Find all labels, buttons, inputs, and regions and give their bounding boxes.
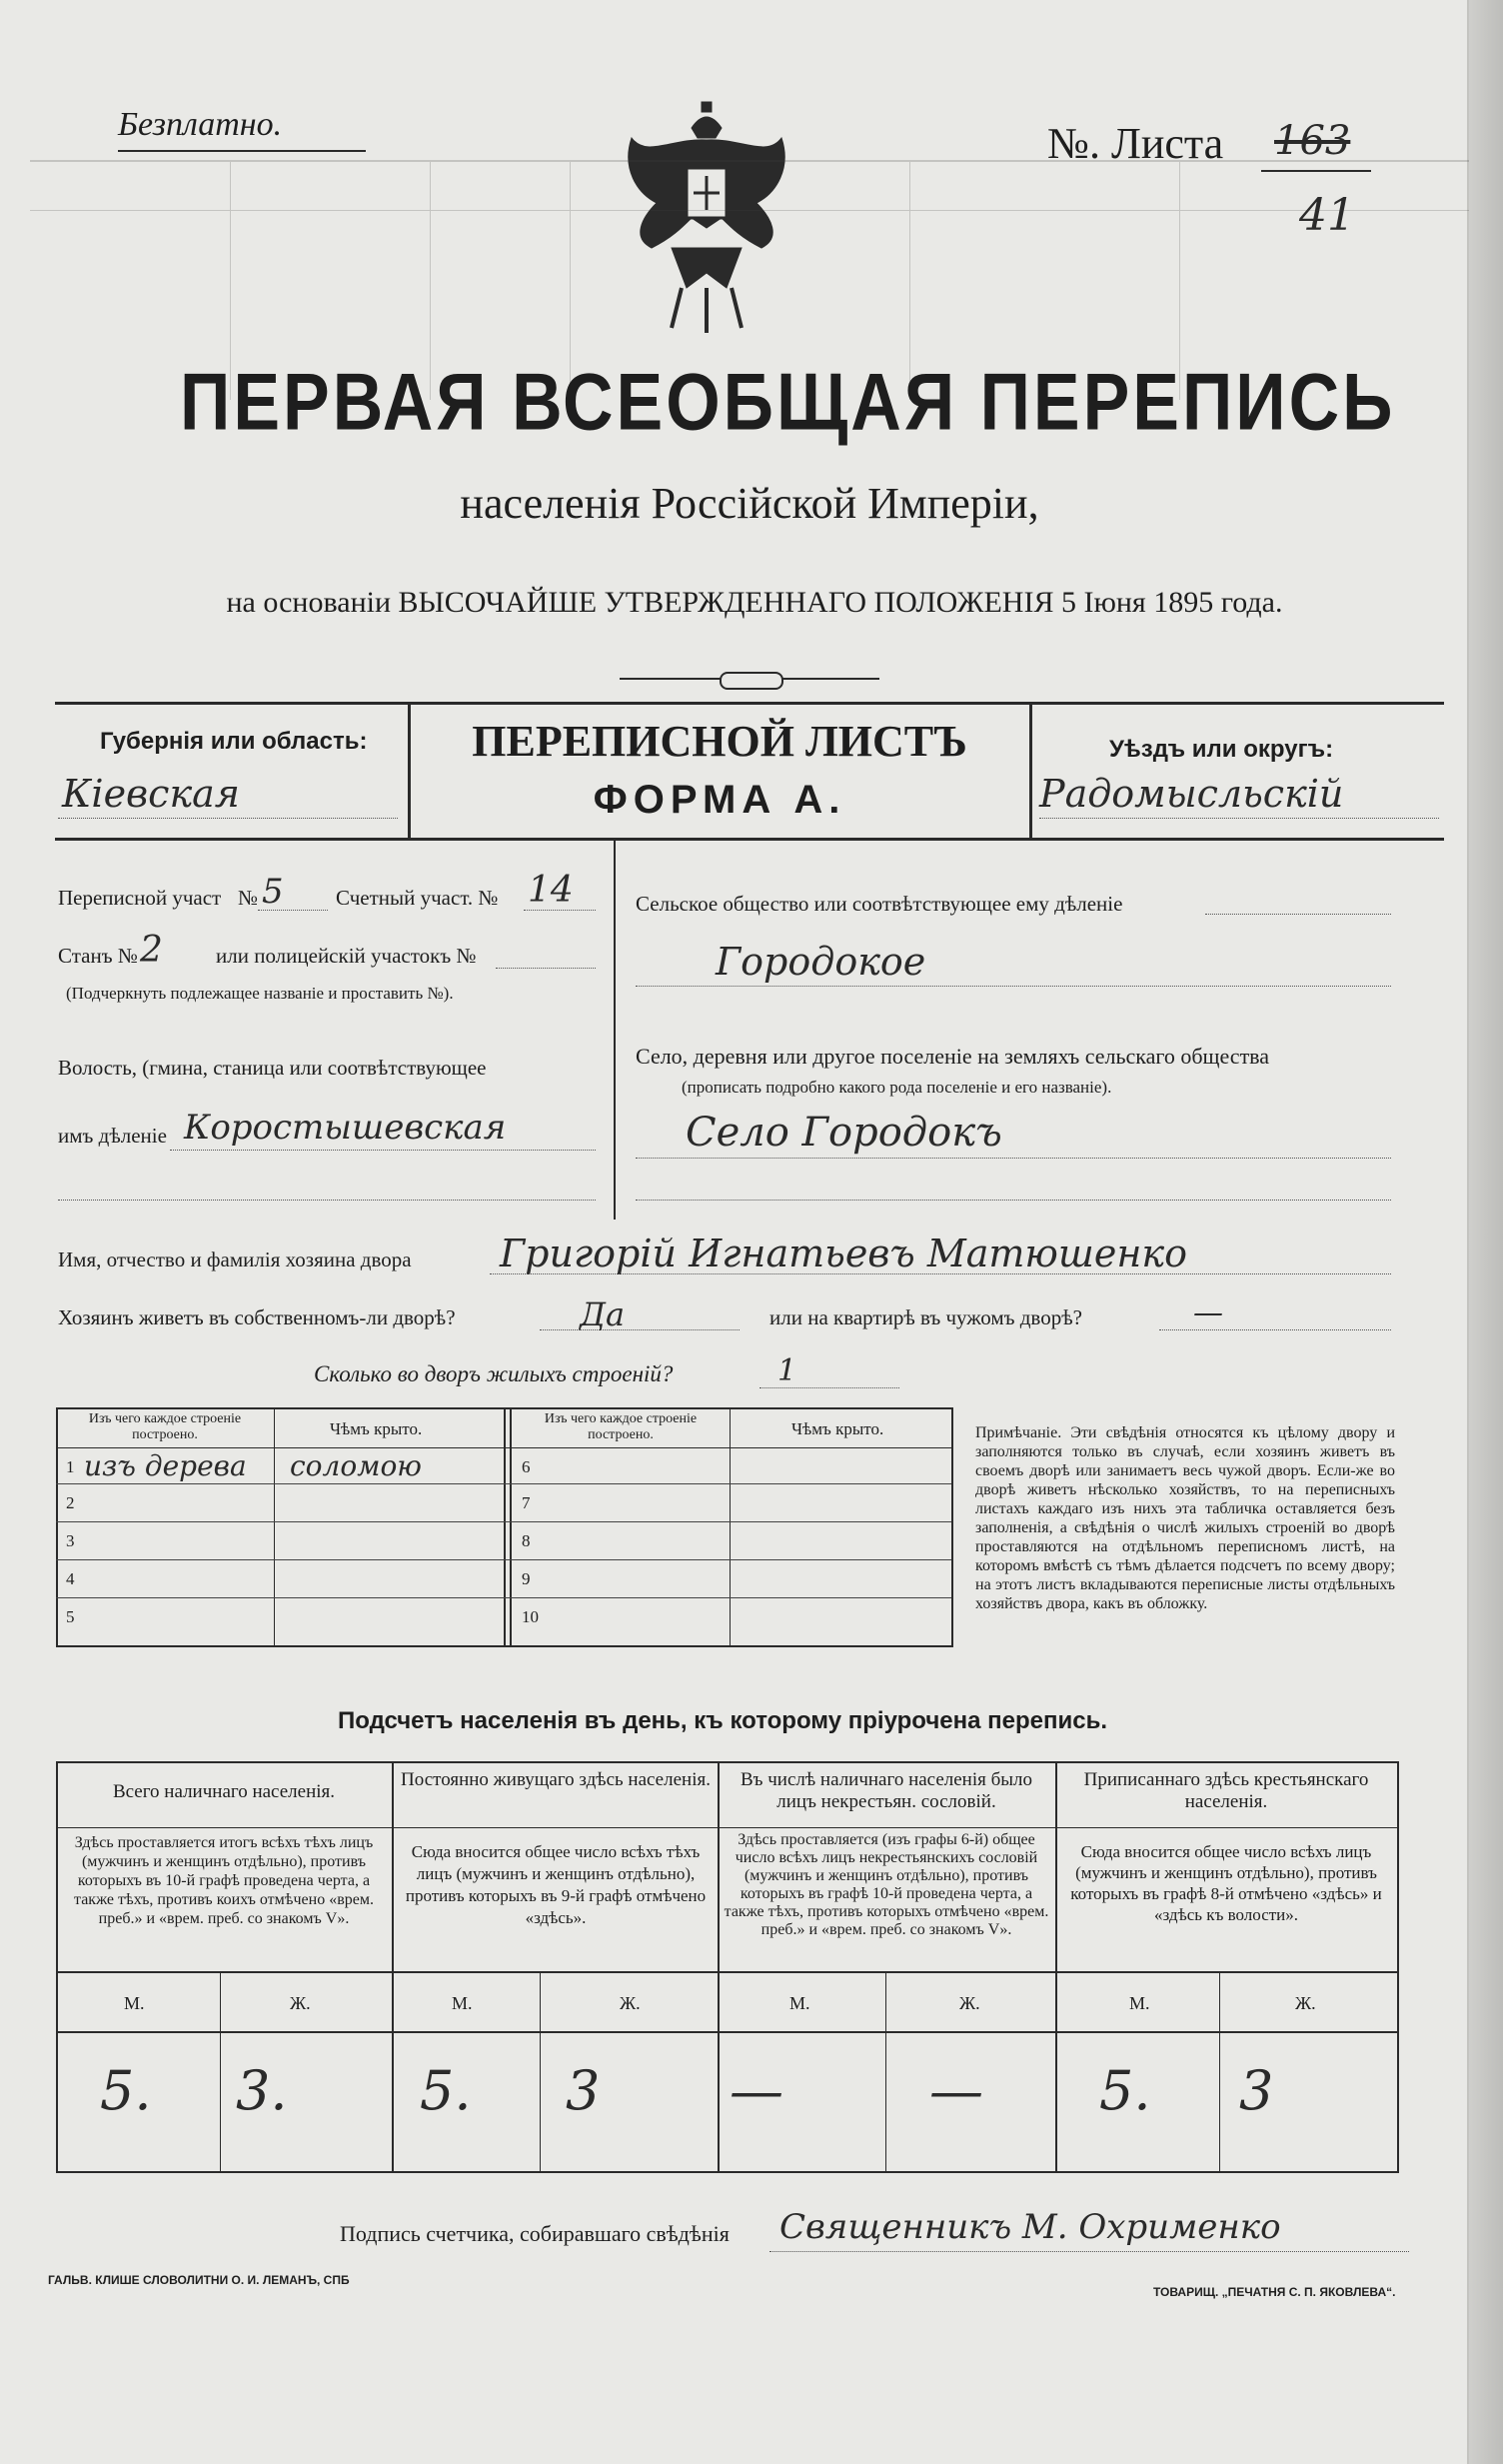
rented-value: — [1193,1295,1223,1330]
count-heading: Подсчетъ населенія въ день, къ которому пріурочена перепись. [338,1707,1107,1734]
row-number: 7 [522,1493,531,1512]
row-line-4 [56,1597,951,1598]
count-col-3-title: Въ числѣ наличнаго населенія было лицъ некрестьян. сословій. [740,1769,1033,1812]
row-line-2 [56,1521,951,1522]
signature-line [769,2251,1409,2252]
row-number: 3 [66,1531,75,1550]
printer-right: ТОВАРИЩ. „ПЕЧАТНЯ С. П. ЯКОВЛЕВА“. [1153,2285,1396,2299]
own-yard-value: Да [580,1295,626,1333]
row-number: 6 [522,1457,531,1476]
header-rule [56,1447,951,1448]
counting-area-value: 14 [528,870,574,911]
society-line-2 [636,986,1391,987]
sheet-number-label: №. Листа [1047,119,1224,168]
rented-label: или на квартирѣ въ чужомъ дворѣ? [769,1305,1082,1329]
signature-value: Священникъ М. Охрименко [779,2207,1281,2247]
count-col-2 [718,1761,720,2173]
row-1-roof: соломою [290,1449,422,1482]
count-1-f: 3. [236,2059,288,2122]
row-number: 10 [522,1607,539,1626]
row-line-1 [56,1483,951,1484]
count-col-2-desc: Сюда вносится общее число всѣхъ тѣхъ лицъ (мужчинъ и женщинъ отдѣльно), противъ которыхъ въ 9-й графѣ отмѣчено «здѣсь». [405,1842,707,1927]
count-col-3-desc: Здѣсь проставляется (изъ графы 6-й) общее число всѣхъ лицъ некрестьянскихъ сословій (мужчинъ и женщинъ отдѣльно), противъ которыхъ въ графѣ 10-й проведена черта, а также тѣхъ, противъ которыхъ отмѣчено «врем. преб.» и «врем. преб. со знакомъ V». [724,1831,1049,1938]
count-title-rule [56,1827,1397,1828]
volost-label-1: Волость, (гмина, станица или соотвѣтствующее [58,1056,487,1080]
left-material-header: Изъ чего каждое строеніе построено. [88,1411,242,1442]
count-mf-div-3 [885,1973,886,2171]
census-area-no: № [238,886,259,910]
m-label: М. [124,1993,145,2013]
m-label: М. [789,1993,810,2013]
village-line-2 [636,1200,1391,1201]
page-edge [1467,0,1503,2464]
buildings-label: Сколько во дворъ жилыхъ строеній? [314,1361,674,1386]
form-header-divider-left [408,702,411,838]
count-col-3 [1055,1761,1057,2173]
village-line-1 [636,1158,1391,1159]
gubernia-line [58,818,398,819]
f-label: Ж. [620,1993,641,2013]
count-desc-rule [56,1971,1397,1973]
form-header-top-rule [55,702,1444,705]
form-header-bottom-rule [55,838,1444,841]
census-area-label: Переписной участ [58,886,222,910]
uezd-label: Уѣздъ или округъ: [1109,736,1334,763]
count-col-1 [392,1761,394,2173]
count-col-1-desc: Здѣсь проставляется итогъ всѣхъ тѣхъ лицъ (мужчинъ и женщинъ отдѣльно), противъ которыхъ въ 10-й графѣ проведена черта, а также тѣхъ, противъ коихъ отмѣчено «врем. преб.» и «врем. преб. со знакомъ V». [74,1834,374,1927]
counting-area-line [524,910,596,911]
count-2-f: 3 [566,2059,601,2122]
free-label: Безплатно. [118,106,283,143]
row-number: 9 [522,1569,531,1588]
village-value: Село Городокъ [686,1110,1002,1156]
count-mf-rule [56,2031,1397,2033]
rented-line [1159,1329,1391,1330]
m-label: М. [452,1993,473,2013]
census-area-value: 5 [262,872,284,912]
count-col-1-title: Всего наличнаго населенія. [112,1781,336,1802]
form-subtitle: ФОРМА А. [593,778,846,822]
count-mf-div-2 [540,1973,541,2171]
row-number: 5 [66,1607,75,1626]
owner-label: Имя, отчество и фамилія хозяина двора [58,1247,412,1271]
census-area-line [258,910,328,911]
uezd-value: Радомысльскій [1039,772,1344,816]
form-title: ПЕРЕПИСНОЙ ЛИСТЪ [472,717,967,766]
buildings-value: 1 [777,1353,797,1388]
row-number: 1 [66,1457,75,1476]
village-note: (прописать подробно какого рода поселеніе и его названіе). [682,1078,1112,1097]
stan-label: Станъ № [58,944,138,968]
row-1-material: изъ дерева [84,1449,247,1482]
police-label: или полицейскій участокъ № [216,944,477,968]
count-3-f: — [929,2059,983,2122]
uezd-line [1039,818,1439,819]
free-underline [118,150,366,152]
count-4-m: 5. [1099,2059,1151,2122]
row-number: 2 [66,1493,75,1512]
buildings-table-mid-b [510,1407,512,1645]
left-roof-header: Чѣмъ крыто. [330,1419,423,1438]
owner-line [490,1273,1391,1274]
row-number: 4 [66,1569,75,1588]
buildings-table-mid-a [504,1407,506,1645]
count-4-f: 3 [1239,2059,1274,2122]
own-yard-label: Хозяинъ живетъ въ собственномъ-ли дворѣ? [58,1305,456,1329]
right-material-header: Изъ чего каждое строеніе построено. [544,1411,698,1442]
fields-divider [614,840,616,1220]
buildings-line [759,1387,899,1388]
own-yard-line [540,1329,740,1330]
main-title: ПЕРВАЯ ВСЕОБЩАЯ ПЕРЕПИСЬ [180,357,1396,447]
f-label: Ж. [959,1993,980,2013]
owner-value: Григорій Игнатьевъ Матюшенко [500,1232,1187,1275]
row-number: 8 [522,1531,531,1550]
row-line-3 [56,1559,951,1560]
left-col-divider [274,1407,275,1645]
count-3-m: — [730,2059,783,2122]
f-label: Ж. [290,1993,311,2013]
form-header-divider-right [1029,702,1032,838]
buildings-note: Примѣчаніе. Эти свѣдѣнія относятся къ цѣлому двору и заполняются только въ случаѣ, если хозяинъ живетъ въ своемъ дворѣ или занимаетъ весь чужой дворъ. Если-же во дворѣ живетъ нѣсколько хозяйствъ, то на переписныхъ листахъ каждаго изъ нихъ эта табличка оставляется безъ заполненія, а свѣдѣнія о числѣ жилыхъ строеній во дворѣ проставляются на отдѣльномъ переписномъ листѣ, на которомъ вмѣстѣ съ тѣмъ дѣлается подсчетъ по всему двору; на этотъ листъ вкладываются переписные листы отдѣльныхъ хозяйствъ двора, какъ въ обложку. [975,1424,1395,1612]
m-label: М. [1129,1993,1150,2013]
police-line [496,968,596,969]
society-line-1 [1205,914,1391,915]
archive-number: 41 [1299,190,1355,241]
subtitle: населенія Россійской Имперіи, [460,479,1039,528]
right-col-divider [730,1407,731,1645]
counting-area-label: Счетный участ. № [336,886,499,910]
basis-line: на основаніи ВЫСОЧАЙШЕ УТВЕРЖДЕННАГО ПОЛОЖЕНІЯ 5 Іюня 1895 года. [226,586,1283,619]
count-mf-div-4 [1219,1973,1220,2171]
count-mf-div-1 [220,1973,221,2171]
society-value: Городокое [716,940,926,984]
volost-line-2 [58,1200,596,1201]
count-2-m: 5. [420,2059,472,2122]
ornament-divider [620,672,879,686]
stan-value: 2 [140,930,163,971]
count-col-4-title: Приписаннаго здѣсь крестьянскаго населенія. [1083,1769,1369,1812]
printer-left: ГАЛЬВ. КЛИШЕ СЛОВОЛИТНИ О. И. ЛЕМАНЪ, СПБ [48,2273,350,2287]
village-label: Село, деревня или другое поселеніе на земляхъ сельскаго общества [636,1044,1270,1069]
signature-label: Подпись счетчика, собиравшаго свѣдѣнія [340,2221,730,2246]
count-col-4-desc: Сюда вносится общее число всѣхъ лицъ (мужчинъ и женщинъ отдѣльно), противъ которыхъ въ графѣ 8-й отмѣчено «здѣсь» и «здѣсь къ волости». [1070,1842,1382,1924]
count-col-2-title: Постоянно живущаго здѣсь населенія. [401,1769,711,1790]
sheet-number-value: 163 [1274,118,1351,164]
right-roof-header: Чѣмъ крыто. [791,1419,884,1438]
stan-note: (Подчеркнуть подлежащее названіе и проставить №). [66,984,454,1003]
count-1-m: 5. [100,2059,152,2122]
volost-value: Коростышевская [184,1108,507,1148]
society-label: Сельское общество или соотвѣтствующее ему дѣленіе [636,892,1123,916]
gubernia-label: Губернія или область: [100,728,368,755]
f-label: Ж. [1295,1993,1316,2013]
volost-line-1 [170,1150,596,1151]
volost-label-2: имъ дѣленіе [58,1124,167,1148]
gubernia-value: Кіевская [62,772,240,816]
